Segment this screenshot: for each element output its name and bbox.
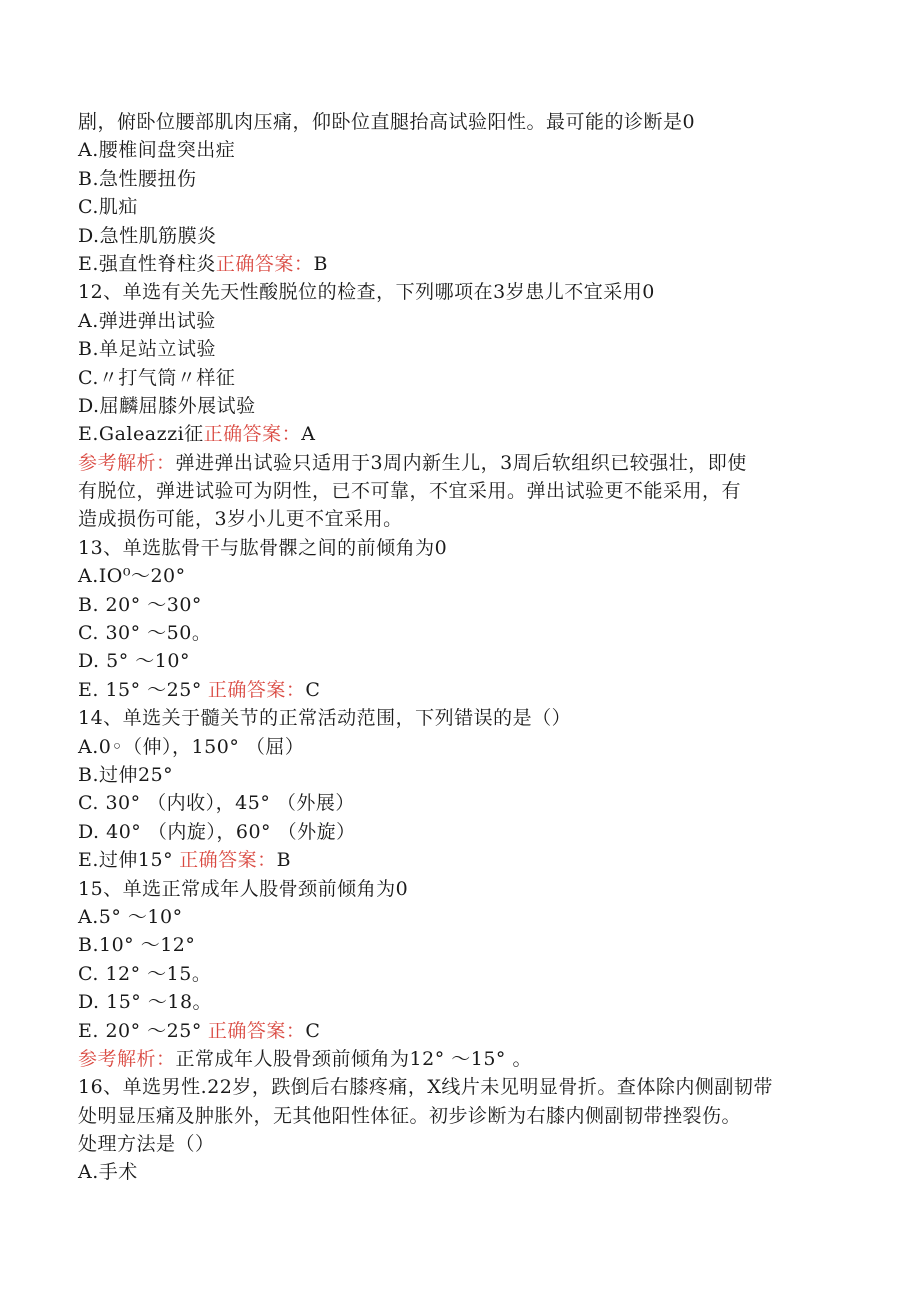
q14-option-e: E.过伸15°	[78, 849, 174, 872]
q14-answer: B	[276, 849, 292, 872]
q13-option-b: B. 20° ～30°	[78, 593, 202, 616]
q14-option-e-row	[78, 846, 848, 874]
q14-option-b: B.过伸25°	[78, 763, 174, 786]
q12-analysis-label: 参考解析：	[78, 451, 176, 474]
question-16-stem-line-1: 16、单选男性.22岁，跌倒后右膝疼痛，X线片未见明显骨折。查体除内侧副韧带	[78, 1076, 773, 1099]
q11-option-e-row	[78, 250, 848, 278]
q15-option-c: C. 12° ～15。	[78, 962, 212, 985]
q12-analysis-line-3: 造成损伤可能，3岁小儿更不宜采用。	[78, 508, 403, 531]
question-14-stem: 14、单选关于髓关节的正常活动范围，下列错误的是（）	[78, 707, 572, 730]
q11-option-e: E.强直性脊柱炎	[78, 252, 216, 275]
q15-answer: C	[305, 1019, 321, 1042]
q11-answer: B	[313, 252, 328, 275]
question-16-stem-line-3: 处理方法是（）	[78, 1133, 215, 1156]
question-13-stem: 13、单选肱骨干与肱骨髁之间的前倾角为0	[78, 536, 448, 559]
document-page	[78, 108, 848, 1187]
q12-analysis-line-1	[78, 449, 848, 477]
q15-option-d: D. 15° ～18。	[78, 991, 213, 1014]
q14-option-c: C. 30° （内收），45° （外展）	[78, 792, 355, 815]
q12-answer: A	[301, 423, 316, 446]
q12-option-e: E.Galeazzi征	[78, 423, 204, 446]
q13-option-d: D. 5° ～10°	[78, 650, 190, 673]
q14-answer-label: 正确答案：	[179, 849, 277, 872]
q12-option-c: C.〃打气筒〃样征	[78, 366, 236, 389]
q11-answer-label: 正确答案：	[215, 252, 314, 275]
q15-option-b: B.10° ～12°	[78, 934, 196, 957]
q13-option-c: C. 30° ～50。	[78, 622, 212, 645]
q13-answer-label: 正确答案：	[207, 678, 306, 701]
q14-option-a: A.0◦（伸），150° （屈）	[78, 735, 305, 758]
q15-option-a: A.5° ～10°	[78, 905, 183, 928]
q13-option-e-row	[78, 676, 848, 704]
question-11-stem: 剧，俯卧位腰部肌肉压痛，仰卧位直腿抬高试验阳性。最可能的诊断是0	[78, 111, 696, 133]
question-16-stem-line-2: 处明显压痛及肿胀外，无其他阳性体征。初步诊断为右膝内侧副韧带挫裂伤。	[78, 1104, 742, 1127]
q15-analysis-label: 参考解析：	[78, 1047, 176, 1070]
question-15-stem: 15、单选正常成年人股骨颈前倾角为0	[78, 877, 409, 900]
q15-option-e: E. 20° ～25°	[78, 1019, 202, 1042]
q15-analysis-line-1	[78, 1045, 848, 1073]
q12-option-d: D.屈麟屈膝外展试验	[78, 394, 256, 417]
q12-option-b: B.单足站立试验	[78, 338, 217, 361]
q12-analysis-text-1: 弹进弹出试验只适用于3周内新生儿，3周后软组织已较强壮，即使	[175, 451, 747, 474]
q11-option-d: D.急性肌筋膜炎	[78, 224, 217, 247]
q12-option-a: A.弹进弹出试验	[78, 309, 216, 332]
q11-option-a: A.腰椎间盘突出症	[78, 139, 236, 162]
q16-option-a: A.手术	[78, 1161, 138, 1184]
q12-answer-label: 正确答案：	[203, 423, 302, 446]
question-12-stem: 12、单选有关先天性酸脱位的检查，下列哪项在3岁患儿不宜采用0	[78, 281, 655, 304]
q11-option-b: B.急性腰扭伤	[78, 167, 197, 190]
q12-analysis-line-2: 有脱位，弹进试验可为阴性，已不可靠，不宜采用。弹出试验更不能采用，有	[78, 480, 742, 503]
q13-answer: C	[305, 678, 321, 701]
q12-option-e-row	[78, 420, 848, 448]
q15-analysis-text-1: 正常成年人股骨颈前倾角为12° ～15° 。	[175, 1047, 532, 1070]
q11-option-c: C.肌疝	[78, 196, 138, 219]
q15-option-e-row	[78, 1017, 848, 1045]
q13-option-a: A.IO⁰～20°	[78, 565, 186, 588]
q15-answer-label: 正确答案：	[207, 1019, 306, 1042]
q13-option-e: E. 15° ～25°	[78, 678, 202, 701]
q14-option-d: D. 40° （内旋），60° （外旋）	[78, 820, 356, 843]
